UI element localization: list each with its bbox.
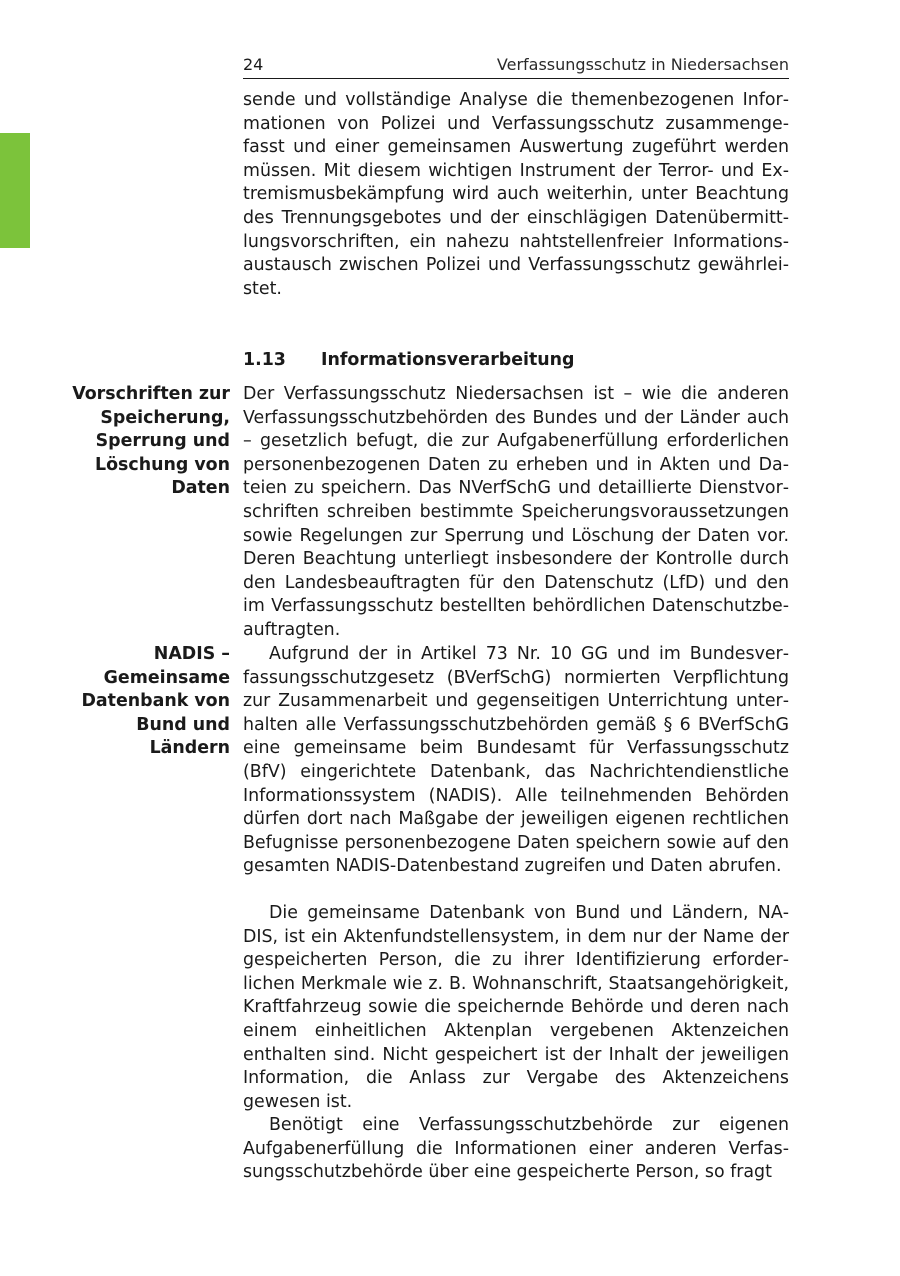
page-number: 24 [243,55,264,74]
paragraph-continued: sende und vollständige Analyse die themenbezogenen Informationen von Polizei und Verfassungsschutz zusammengefasst und einer gemeinsamen Auswertung zugeführt werden müssen. Mit diesem wichtigen Instrument der Terror- und Extremismusbekämpfung wird auch weiterhin, unter Beachtung des Trennungsgebotes und der einschlägigen Datenübermittlungsvorschriften, ein nahezu nahtstellenfreier Informationsaustausch zwischen Polizei und Verfassungsschutz gewährleistet. [243,90,789,299]
paragraph-nadis-content: Die gemeinsame Datenbank von Bund und Ländern, NADIS, ist ein Aktenfundstellensystem, in dem nur der Name der gespeicherten Person, die zu ihrer Identifizierung erforderlichen Merkmale wie z. B. Wohnanschrift, Staatsangehörigkeit, Kraftfahrzeug sowie die speichernde Behörde und deren nach einem einheitlichen Aktenplan vergebenen Aktenzeichen enthalten sind. Nicht gespeichert ist der Inhalt der jeweiligen Information, die Anlass zur Vergabe des Aktenzeichens gewesen ist. [243,903,789,1112]
section-title: Informationsverarbeitung [321,350,575,370]
section-heading [243,348,789,372]
chapter-color-tab [0,133,30,248]
running-title: Verfassungsschutz in Niedersachsen [496,55,789,74]
running-header [243,52,789,79]
margin-note-nadis: NADIS – Gemeinsame Datenbank von Bund und Ländern [81,644,230,759]
paragraph-nadis-intro: Aufgrund der in Artikel 73 Nr. 10 GG und im Bundesverfassungsschutzgesetz (BVerfSchG) normierten Verpflichtung zur Zusammenarbeit und gegenseitigen Unterrichtung unterhalten alle Verfassungsschutzbehörden gemäß § 6 BVerfSchG eine gemeinsame beim Bundesamt für Verfassungsschutz (BfV) eingerichtete Datenbank, das Nachrichtendienstliche Informationssystem (NADIS). Alle teilnehmenden Behörden dürfen dort nach Maßgabe der jeweiligen eigenen rechtlichen Befugnisse personenbezogene Daten speichern sowie auf den gesamten NADIS-Datenbestand zugreifen und Daten abrufen. [243,644,789,877]
section-number: 1.13 [243,350,286,370]
margin-note-storage-rules: Vorschriften zur Speicherung, Sperrung und Löschung von Daten [72,384,230,499]
paragraph-data-processing: Der Verfassungsschutz Niedersachsen ist – wie die anderen Verfassungsschutzbehörden des Bundes und der Länder auch – gesetzlich befugt, die zur Aufgabenerfüllung erforderlichen personenbezogenen Daten zu erheben und in Akten und Dateien zu speichern. Das NVerfSchG und detaillierte Dienstvorschriften schreiben bestimmte Speicherungsvoraussetzungen sowie Regelungen zur Sperrung und Löschung der Daten vor. Deren Beachtung unterliegt insbesondere der Kontrolle durch den Landesbeauftragten für den Datenschutz (LfD) und den im Verfassungsschutz bestellten behördlichen Datenschutzbeauftragten. [243,384,789,640]
paragraph-nadis-query: Benötigt eine Verfassungsschutzbehörde zur eigenen Aufgabenerfüllung die Informationen einer anderen Verfassungsschutzbehörde über eine gespeicherte Person, so fragt [243,1115,789,1183]
